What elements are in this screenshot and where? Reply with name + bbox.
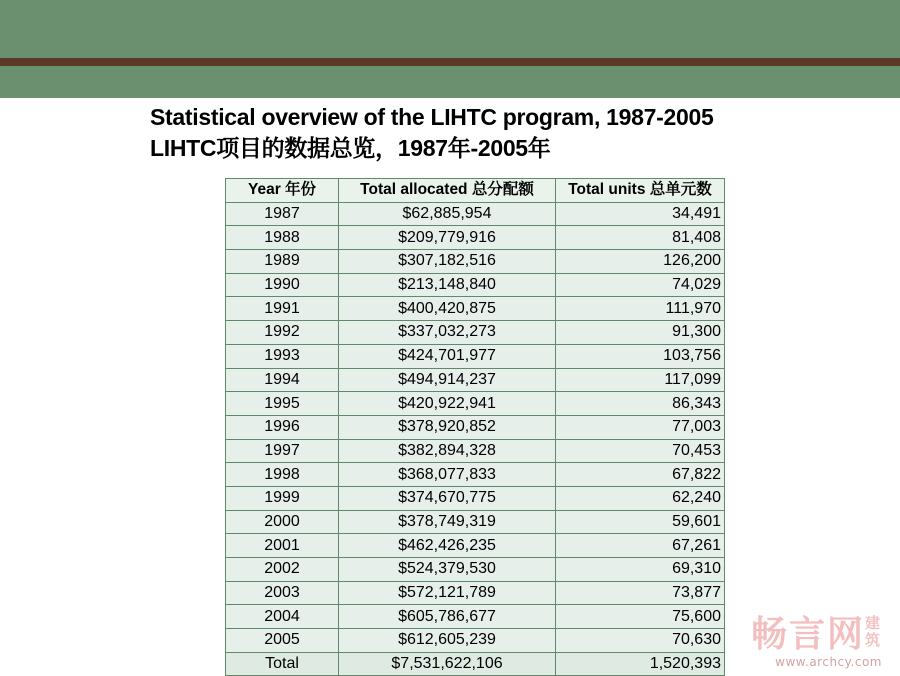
cell-total-units: 70,630: [556, 629, 725, 653]
table-row: [226, 273, 725, 297]
cell-year: 1992: [226, 321, 339, 345]
slide-title-english: Statistical overview of the LIHTC program, 1987-2005: [150, 104, 714, 130]
header-band-top: [0, 0, 900, 58]
cell-total-allocated: $307,182,516: [339, 250, 556, 274]
table-row: [226, 605, 725, 629]
table-row: [226, 392, 725, 416]
column-header-total-units: Total units 总单元数: [556, 179, 725, 203]
cell-year: 2001: [226, 534, 339, 558]
cell-total-allocated: $462,426,235: [339, 534, 556, 558]
cell-total-allocated: $420,922,941: [339, 392, 556, 416]
cell-total-allocated: $400,420,875: [339, 297, 556, 321]
table-row: [226, 250, 725, 274]
cell-total-units: 91,300: [556, 321, 725, 345]
table-row: [226, 415, 725, 439]
cell-year: 2000: [226, 510, 339, 534]
cell-total-units: 77,003: [556, 415, 725, 439]
table-row: [226, 581, 725, 605]
cell-year: 1989: [226, 250, 339, 274]
cell-total-units: 117,099: [556, 368, 725, 392]
watermark-url: www.archcy.com: [775, 655, 882, 669]
cell-total-allocated: $374,670,775: [339, 486, 556, 510]
table-row: [226, 510, 725, 534]
cell-year: 2004: [226, 605, 339, 629]
table-row: [226, 463, 725, 487]
cell-total-allocated: $494,914,237: [339, 368, 556, 392]
cell-total-units: 103,756: [556, 344, 725, 368]
cell-year: 1993: [226, 344, 339, 368]
cell-total-allocated: $7,531,622,106: [339, 652, 556, 676]
column-header-year: Year 年份: [226, 179, 339, 203]
cell-total-allocated: $378,749,319: [339, 510, 556, 534]
cell-total-units: 81,408: [556, 226, 725, 250]
cell-total-units: 62,240: [556, 486, 725, 510]
cell-total-units: 86,343: [556, 392, 725, 416]
slide-title: [150, 102, 850, 164]
lihtc-statistics-table: [225, 178, 725, 676]
lihtc-table-container: [225, 178, 725, 676]
table-header-row: [226, 179, 725, 203]
cell-total-units: 75,600: [556, 605, 725, 629]
cell-year: 1999: [226, 486, 339, 510]
cell-year: 1997: [226, 439, 339, 463]
cell-total-allocated: $337,032,273: [339, 321, 556, 345]
table-row: [226, 297, 725, 321]
cell-year: 2005: [226, 629, 339, 653]
watermark-logo-side-text: 建筑: [865, 614, 883, 649]
cell-total-units: 73,877: [556, 581, 725, 605]
cell-year: 1991: [226, 297, 339, 321]
cell-total-allocated: $378,920,852: [339, 415, 556, 439]
cell-year: 1996: [226, 415, 339, 439]
table-row: [226, 202, 725, 226]
cell-total-units: 1,520,393: [556, 652, 725, 676]
slide-title-chinese: LIHTC项目的数据总览，1987年-2005年: [150, 135, 551, 161]
cell-total-allocated: $62,885,954: [339, 202, 556, 226]
table-row: [226, 368, 725, 392]
cell-year: 1987: [226, 202, 339, 226]
watermark-logo-text: 畅言网: [750, 614, 865, 655]
watermark: [751, 615, 882, 669]
cell-year: Total: [226, 652, 339, 676]
cell-year: 2003: [226, 581, 339, 605]
cell-total-allocated: $612,605,239: [339, 629, 556, 653]
cell-total-units: 34,491: [556, 202, 725, 226]
cell-total-allocated: $209,779,916: [339, 226, 556, 250]
table-row: [226, 534, 725, 558]
column-header-total-allocated: Total allocated 总分配额: [339, 179, 556, 203]
watermark-logo: [751, 615, 882, 655]
header-band-bottom: [0, 66, 900, 98]
table-row: [226, 486, 725, 510]
cell-total-allocated: $524,379,530: [339, 558, 556, 582]
cell-total-allocated: $213,148,840: [339, 273, 556, 297]
table-row: [226, 344, 725, 368]
cell-year: 1995: [226, 392, 339, 416]
cell-total-units: 74,029: [556, 273, 725, 297]
table-row: [226, 629, 725, 653]
table-total-row: [226, 652, 725, 676]
cell-total-allocated: $572,121,789: [339, 581, 556, 605]
cell-total-allocated: $605,786,677: [339, 605, 556, 629]
cell-year: 1998: [226, 463, 339, 487]
cell-total-allocated: $424,701,977: [339, 344, 556, 368]
cell-total-units: 59,601: [556, 510, 725, 534]
cell-year: 1990: [226, 273, 339, 297]
cell-total-units: 69,310: [556, 558, 725, 582]
table-row: [226, 439, 725, 463]
cell-total-units: 67,261: [556, 534, 725, 558]
cell-year: 1994: [226, 368, 339, 392]
cell-total-units: 111,970: [556, 297, 725, 321]
cell-total-units: 126,200: [556, 250, 725, 274]
cell-total-units: 70,453: [556, 439, 725, 463]
header-divider-rule: [0, 58, 900, 66]
cell-total-units: 67,822: [556, 463, 725, 487]
table-row: [226, 226, 725, 250]
cell-total-allocated: $368,077,833: [339, 463, 556, 487]
cell-total-allocated: $382,894,328: [339, 439, 556, 463]
table-row: [226, 558, 725, 582]
table-body: [226, 202, 725, 676]
cell-year: 2002: [226, 558, 339, 582]
table-row: [226, 321, 725, 345]
cell-year: 1988: [226, 226, 339, 250]
